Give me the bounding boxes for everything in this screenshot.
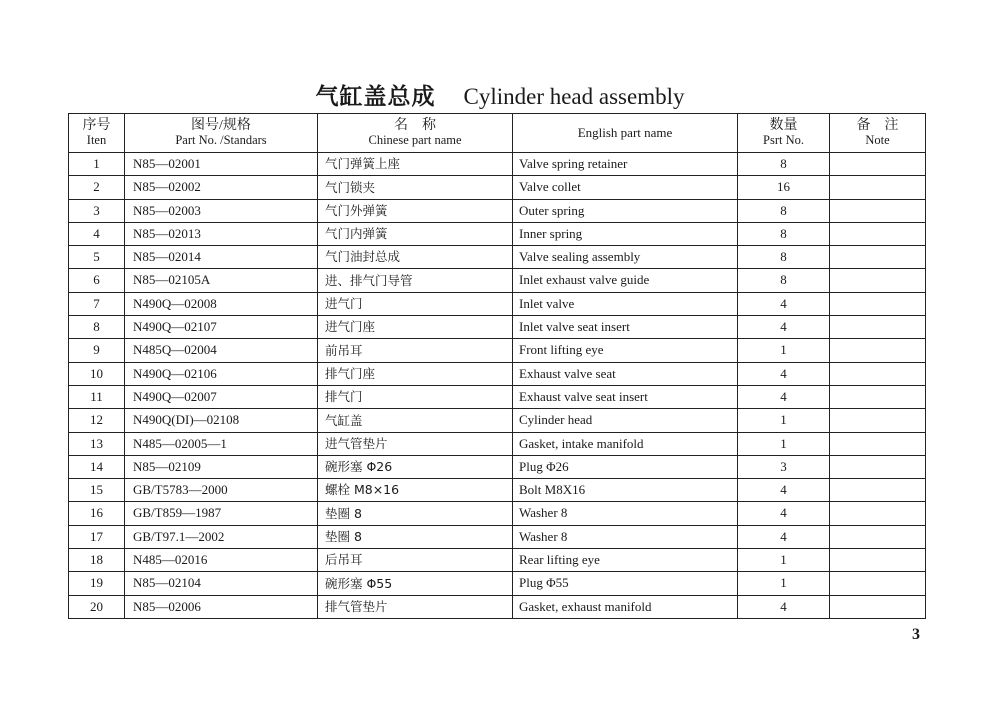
cell-english-name: Gasket, exhaust manifold bbox=[513, 595, 738, 618]
cell-note bbox=[830, 269, 926, 292]
cell-english-name: Plug Φ26 bbox=[513, 455, 738, 478]
cell-part-no: GB/T859—1987 bbox=[125, 502, 318, 525]
table-row bbox=[69, 502, 926, 525]
cell-item: 10 bbox=[69, 362, 125, 385]
cell-chinese-name: 气缸盖 bbox=[318, 409, 513, 432]
cell-note bbox=[830, 246, 926, 269]
cell-quantity: 4 bbox=[738, 595, 830, 618]
cell-item: 3 bbox=[69, 199, 125, 222]
cell-chinese-name: 排气管垫片 bbox=[318, 595, 513, 618]
cell-part-no: N490Q—02008 bbox=[125, 292, 318, 315]
table-header-row bbox=[69, 114, 926, 153]
cell-note bbox=[830, 362, 926, 385]
header-part-no-en: Part No. /Standars bbox=[175, 133, 267, 148]
header-item bbox=[69, 114, 125, 153]
table-row bbox=[69, 153, 926, 176]
cell-english-name: Inlet valve seat insert bbox=[513, 316, 738, 339]
cell-part-no: N485Q—02004 bbox=[125, 339, 318, 362]
cell-chinese-name: 气门油封总成 bbox=[318, 246, 513, 269]
cell-item: 9 bbox=[69, 339, 125, 362]
cell-item: 18 bbox=[69, 549, 125, 572]
cell-quantity: 4 bbox=[738, 525, 830, 548]
cell-note bbox=[830, 292, 926, 315]
cell-note bbox=[830, 432, 926, 455]
cell-english-name: Washer 8 bbox=[513, 502, 738, 525]
cell-item: 5 bbox=[69, 246, 125, 269]
header-english-name bbox=[513, 114, 738, 153]
cell-english-name: Valve collet bbox=[513, 176, 738, 199]
header-part-no bbox=[125, 114, 318, 153]
cell-part-no: N85—02105A bbox=[125, 269, 318, 292]
cell-chinese-name: 进气管垫片 bbox=[318, 432, 513, 455]
cell-chinese-name: 进气门 bbox=[318, 292, 513, 315]
cell-chinese-name: 碗形塞 Φ55 bbox=[318, 572, 513, 595]
cell-quantity: 1 bbox=[738, 409, 830, 432]
cell-english-name: Inlet exhaust valve guide bbox=[513, 269, 738, 292]
table-row bbox=[69, 246, 926, 269]
cell-part-no: N490Q—02106 bbox=[125, 362, 318, 385]
cell-part-no: N490Q—02007 bbox=[125, 385, 318, 408]
cell-quantity: 4 bbox=[738, 385, 830, 408]
cell-quantity: 1 bbox=[738, 432, 830, 455]
cell-chinese-name: 垫圈 8 bbox=[318, 525, 513, 548]
cell-chinese-name: 垫圈 8 bbox=[318, 502, 513, 525]
cell-quantity: 4 bbox=[738, 292, 830, 315]
header-quantity-en: Psrt No. bbox=[763, 133, 804, 148]
cell-item: 15 bbox=[69, 479, 125, 502]
cell-note bbox=[830, 176, 926, 199]
cell-part-no: N485—02016 bbox=[125, 549, 318, 572]
header-note-en: Note bbox=[865, 133, 890, 148]
cell-part-no: N85—02006 bbox=[125, 595, 318, 618]
header-item-en: Iten bbox=[86, 133, 107, 148]
cell-item: 17 bbox=[69, 525, 125, 548]
cell-quantity: 8 bbox=[738, 153, 830, 176]
cell-chinese-name: 进、排气门导管 bbox=[318, 269, 513, 292]
cell-note bbox=[830, 479, 926, 502]
cell-quantity: 1 bbox=[738, 549, 830, 572]
header-chinese-name-en: Chinese part name bbox=[368, 133, 462, 148]
cell-chinese-name: 后吊耳 bbox=[318, 549, 513, 572]
cell-quantity: 4 bbox=[738, 479, 830, 502]
cell-note bbox=[830, 385, 926, 408]
cell-part-no: N85—02109 bbox=[125, 455, 318, 478]
cell-english-name: Exhaust valve seat bbox=[513, 362, 738, 385]
table-row bbox=[69, 572, 926, 595]
page-title bbox=[0, 78, 1000, 111]
cell-chinese-name: 碗形塞 Φ26 bbox=[318, 455, 513, 478]
table-row bbox=[69, 549, 926, 572]
cell-quantity: 8 bbox=[738, 269, 830, 292]
cell-item: 11 bbox=[69, 385, 125, 408]
table-row bbox=[69, 432, 926, 455]
cell-part-no: N85—02003 bbox=[125, 199, 318, 222]
cell-english-name: Plug Φ55 bbox=[513, 572, 738, 595]
cell-quantity: 3 bbox=[738, 455, 830, 478]
table-row bbox=[69, 222, 926, 245]
cell-chinese-name: 气门弹簧上座 bbox=[318, 153, 513, 176]
cell-english-name: Rear lifting eye bbox=[513, 549, 738, 572]
cell-chinese-name: 进气门座 bbox=[318, 316, 513, 339]
cell-item: 20 bbox=[69, 595, 125, 618]
cell-chinese-name: 气门内弹簧 bbox=[318, 222, 513, 245]
cell-english-name: Washer 8 bbox=[513, 525, 738, 548]
table-row bbox=[69, 269, 926, 292]
cell-item: 2 bbox=[69, 176, 125, 199]
parts-table bbox=[68, 113, 926, 619]
cell-part-no: N85—02014 bbox=[125, 246, 318, 269]
cell-item: 13 bbox=[69, 432, 125, 455]
table-row bbox=[69, 595, 926, 618]
cell-note bbox=[830, 595, 926, 618]
table-row bbox=[69, 176, 926, 199]
header-note-zh: 备 注 bbox=[856, 117, 899, 133]
cell-quantity: 8 bbox=[738, 222, 830, 245]
cell-chinese-name: 前吊耳 bbox=[318, 339, 513, 362]
cell-note bbox=[830, 199, 926, 222]
header-item-zh: 序号 bbox=[82, 117, 111, 133]
cell-note bbox=[830, 339, 926, 362]
cell-quantity: 8 bbox=[738, 199, 830, 222]
cell-item: 14 bbox=[69, 455, 125, 478]
cell-chinese-name: 排气门 bbox=[318, 385, 513, 408]
cell-part-no: N85—02013 bbox=[125, 222, 318, 245]
cell-chinese-name: 气门锁夹 bbox=[318, 176, 513, 199]
header-chinese-name bbox=[318, 114, 513, 153]
cell-item: 8 bbox=[69, 316, 125, 339]
header-part-no-zh: 图号/规格 bbox=[191, 117, 251, 133]
cell-item: 7 bbox=[69, 292, 125, 315]
cell-quantity: 4 bbox=[738, 502, 830, 525]
cell-english-name: Inlet valve bbox=[513, 292, 738, 315]
cell-quantity: 16 bbox=[738, 176, 830, 199]
cell-english-name: Outer spring bbox=[513, 199, 738, 222]
table-row bbox=[69, 199, 926, 222]
cell-item: 6 bbox=[69, 269, 125, 292]
cell-english-name: Gasket, intake manifold bbox=[513, 432, 738, 455]
cell-chinese-name: 排气门座 bbox=[318, 362, 513, 385]
cell-note bbox=[830, 455, 926, 478]
cell-item: 16 bbox=[69, 502, 125, 525]
cell-english-name: Front lifting eye bbox=[513, 339, 738, 362]
header-quantity bbox=[738, 114, 830, 153]
header-note bbox=[830, 114, 926, 153]
cell-quantity: 1 bbox=[738, 572, 830, 595]
header-chinese-name-zh: 名 称 bbox=[394, 117, 436, 133]
cell-item: 4 bbox=[69, 222, 125, 245]
header-english-name-en: English part name bbox=[577, 124, 673, 140]
cell-english-name: Exhaust valve seat insert bbox=[513, 385, 738, 408]
cell-english-name: Valve spring retainer bbox=[513, 153, 738, 176]
cell-english-name: Bolt M8X16 bbox=[513, 479, 738, 502]
cell-part-no: GB/T97.1—2002 bbox=[125, 525, 318, 548]
cell-note bbox=[830, 316, 926, 339]
table-row bbox=[69, 362, 926, 385]
cell-note bbox=[830, 502, 926, 525]
cell-part-no: N485—02005—1 bbox=[125, 432, 318, 455]
title-english: Cylinder head assembly bbox=[463, 84, 685, 109]
cell-item: 1 bbox=[69, 153, 125, 176]
cell-english-name: Inner spring bbox=[513, 222, 738, 245]
cell-item: 19 bbox=[69, 572, 125, 595]
cell-part-no: N490Q—02107 bbox=[125, 316, 318, 339]
cell-english-name: Cylinder head bbox=[513, 409, 738, 432]
cell-quantity: 4 bbox=[738, 316, 830, 339]
cell-note bbox=[830, 222, 926, 245]
cell-part-no: N490Q(DI)—02108 bbox=[125, 409, 318, 432]
cell-chinese-name: 气门外弹簧 bbox=[318, 199, 513, 222]
table-row bbox=[69, 479, 926, 502]
cell-part-no: N85—02001 bbox=[125, 153, 318, 176]
cell-note bbox=[830, 409, 926, 432]
cell-quantity: 4 bbox=[738, 362, 830, 385]
cell-quantity: 1 bbox=[738, 339, 830, 362]
cell-part-no: N85—02002 bbox=[125, 176, 318, 199]
cell-part-no: N85—02104 bbox=[125, 572, 318, 595]
cell-part-no: GB/T5783—2000 bbox=[125, 479, 318, 502]
table-row bbox=[69, 292, 926, 315]
page-number: 3 bbox=[912, 626, 920, 643]
cell-item: 12 bbox=[69, 409, 125, 432]
cell-note bbox=[830, 525, 926, 548]
table-row bbox=[69, 409, 926, 432]
cell-quantity: 8 bbox=[738, 246, 830, 269]
table-row bbox=[69, 525, 926, 548]
title-chinese: 气缸盖总成 bbox=[315, 84, 436, 110]
cell-english-name: Valve sealing assembly bbox=[513, 246, 738, 269]
table-row bbox=[69, 455, 926, 478]
cell-note bbox=[830, 153, 926, 176]
cell-note bbox=[830, 572, 926, 595]
table-row bbox=[69, 339, 926, 362]
cell-note bbox=[830, 549, 926, 572]
header-quantity-zh: 数量 bbox=[769, 117, 798, 133]
table-row bbox=[69, 385, 926, 408]
cell-chinese-name: 螺栓 M8×16 bbox=[318, 479, 513, 502]
table-row bbox=[69, 316, 926, 339]
